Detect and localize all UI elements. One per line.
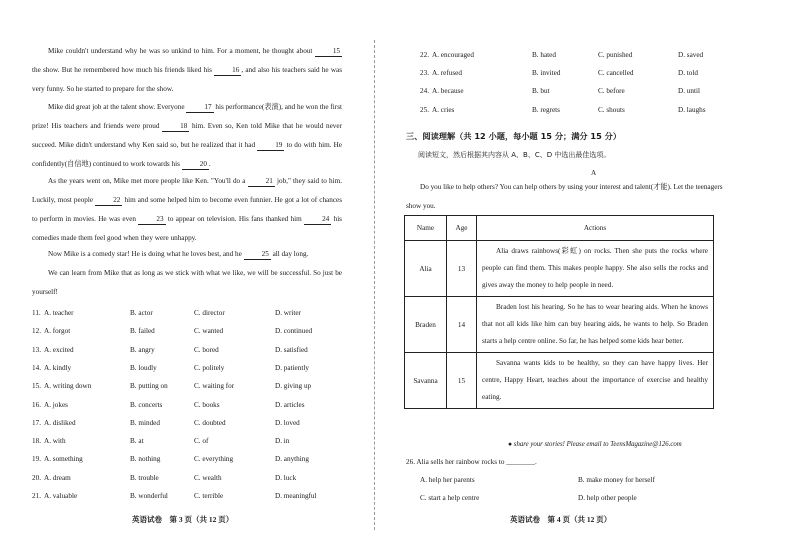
option-a[interactable]: A. valuable [44, 492, 78, 500]
teen-table [404, 215, 714, 409]
share-note: ● share your stories! Please email to TeensMagazine@126.com [508, 441, 682, 448]
option-d[interactable]: D. help other people [578, 494, 637, 502]
option-b[interactable]: B. hated [532, 51, 556, 59]
option-c[interactable]: C. shouts [598, 105, 625, 114]
option-c[interactable]: C. bored [194, 345, 219, 354]
paragraph-3: As the years went on, Mike met more people like Ken. "You'll do a 21 job," they said to him. Luckily, most people 22 him and some helped him to become even funnier. He got a lot of chances to perform in movies. He was even 23 to appear on television. His fans thanked him 24 his comedies made them feel good when they were unhappy. [32, 177, 343, 242]
option-row [420, 69, 760, 87]
question-number: 11. [32, 309, 41, 317]
page-divider [374, 40, 375, 530]
option-b[interactable]: B. concerts [130, 400, 163, 409]
option-row [32, 474, 342, 492]
option-c[interactable]: C. start a help centre [420, 494, 480, 502]
option-b[interactable]: B. loudly [130, 363, 157, 372]
option-d[interactable]: D. articles [275, 400, 305, 409]
table-row [405, 297, 714, 353]
option-a[interactable]: A. cries [432, 105, 455, 114]
header-name: Name [405, 216, 447, 241]
option-row [420, 51, 760, 69]
option-b[interactable]: B. wonderful [130, 492, 168, 500]
option-b[interactable]: B. nothing [130, 455, 161, 464]
blank-25[interactable]: 25 [244, 249, 271, 260]
option-d[interactable]: D. meaningful [275, 492, 317, 500]
option-row [32, 401, 342, 419]
paragraph-5: We can learn from Mike that as long as we stick with what we like, we will be successful. So just be yourself! [32, 269, 342, 296]
option-c[interactable]: C. of [194, 437, 209, 446]
option-b[interactable]: B. make money for herself [578, 476, 655, 484]
question-number: 17. [32, 418, 41, 427]
right-page [388, 0, 794, 560]
cell-age: 13 [447, 241, 477, 297]
option-c[interactable]: C. cancelled [598, 69, 634, 78]
option-a[interactable]: A. jokes [44, 400, 68, 409]
page-footer-right: 英语试卷 第 4 页（共 12 页） [510, 515, 612, 524]
cell-age: 15 [447, 353, 477, 409]
question-26-options-row [420, 476, 760, 494]
page-footer-left: 英语试卷 第 3 页（共 12 页） [132, 515, 234, 524]
option-d[interactable]: D. anything [275, 455, 309, 464]
option-b[interactable]: B. regrets [532, 105, 560, 114]
option-a[interactable]: A. writing down [44, 382, 92, 391]
header-actions: Actions [477, 216, 714, 241]
option-d[interactable]: D. laughs [678, 105, 706, 114]
blank-20[interactable]: 20 [182, 159, 209, 170]
option-b[interactable]: B. angry [130, 345, 155, 354]
option-row [32, 455, 342, 473]
option-d[interactable]: D. saved [678, 51, 704, 59]
blank-22[interactable]: 22 [95, 195, 122, 206]
section-title: 三、阅读理解（共 12 小题，每小题 15 分；满分 15 分） [406, 131, 622, 141]
cell-action: Braden lost his hearing. So he has to wear hearing aids. When he knows that not all kids like him can buy hearing aids, he wants to help. So Braden starts a help centre online. So far, he has helped some kids hear better. [477, 297, 714, 353]
question-26-options-row [420, 494, 760, 512]
option-c[interactable]: C. everything [194, 455, 234, 464]
option-b[interactable]: B. failed [130, 327, 155, 336]
paragraph-2: Mike did great job at the talent show. Everyone 17 his performance(表演), and he won the first prize! His teachers and friends were proud 18 him. Even so, Ken told Mike that he would never succeed. Mike didn't understand why Ken said so, but he realized that it had 19 to do with him. He confidently(自信地) continued to work towards his 20 . [32, 103, 342, 168]
option-a[interactable]: A. refused [432, 69, 462, 78]
header-age: Age [447, 216, 477, 241]
question-26-stem: 26. Alia sells her rainbow rocks to ________. [406, 458, 537, 466]
cell-age: 14 [447, 297, 477, 353]
option-d[interactable]: D. giving up [275, 382, 312, 391]
blank-19[interactable]: 19 [257, 140, 284, 151]
option-a[interactable]: A. something [44, 455, 83, 464]
option-d[interactable]: D. continued [275, 327, 313, 336]
blank-17[interactable]: 17 [186, 102, 213, 113]
question-number: 25. [420, 105, 429, 114]
question-number: 15. [32, 382, 41, 391]
table-row [405, 353, 714, 409]
option-d[interactable]: D. in [275, 437, 290, 446]
passage-intro: Do you like to help others? You can help others by using your interest and talent(才能). Let the teenagers show you. [406, 183, 723, 210]
option-b[interactable]: B. invited [532, 69, 561, 78]
option-c[interactable]: C. books [194, 400, 220, 409]
blank-23[interactable]: 23 [138, 214, 165, 225]
question-number: 16. [32, 400, 41, 409]
passage-label: A [591, 169, 597, 177]
cell-name: Savanna [405, 353, 447, 409]
option-c[interactable]: C. wanted [194, 327, 224, 336]
question-number: 24. [420, 87, 429, 96]
instruction: 阅读短文，然后根据其内容从 A、B、C、D 中选出最佳选项。 [418, 151, 611, 159]
table-row [405, 241, 714, 297]
blank-24[interactable]: 24 [304, 214, 331, 225]
option-a[interactable]: A. because [432, 87, 464, 96]
option-a[interactable]: A. with [44, 437, 66, 446]
option-row [420, 106, 760, 124]
cell-action: Alia draws rainbows(彩虹) on rocks. Then she puts the rocks where people can find them. This makes people happy. She also sells the rocks and gives away the money to help people in need. [477, 241, 714, 297]
blank-21[interactable]: 21 [248, 176, 275, 187]
option-d[interactable]: D. loved [275, 418, 300, 427]
left-page [0, 0, 386, 560]
option-d[interactable]: D. patiently [275, 363, 309, 372]
option-c[interactable]: C. doubted [194, 418, 226, 427]
question-number: 12. [32, 327, 41, 336]
option-row [32, 382, 342, 400]
blank-18[interactable]: 18 [162, 121, 189, 132]
option-a[interactable]: A. disliked [44, 418, 76, 427]
option-b[interactable]: B. minded [130, 418, 160, 427]
option-c[interactable]: C. politely [194, 363, 225, 372]
paragraph-4: Now Mike is a comedy star! He is doing what he loves best, and he 25 all day long. [48, 250, 309, 258]
option-c[interactable]: C. punished [598, 51, 633, 59]
option-row [420, 87, 760, 105]
option-row [32, 437, 342, 455]
option-row [32, 492, 342, 510]
question-number: 22. [420, 51, 429, 59]
option-b[interactable]: B. actor [130, 309, 153, 317]
question-number: 20. [32, 473, 41, 482]
blank-16[interactable]: 16 [214, 65, 241, 76]
option-d[interactable]: D. luck [275, 473, 297, 482]
question-number: 18. [32, 437, 41, 446]
question-number: 14. [32, 363, 41, 372]
option-a[interactable]: A. help her parents [420, 476, 475, 484]
option-b[interactable]: B. but [532, 87, 550, 96]
option-d[interactable]: D. until [678, 87, 700, 96]
option-row [32, 364, 342, 382]
cell-action: Savanna wants kids to be healthy, so they can have happy lives. Her centre, Happy Heart, teaches about the importance of exercise and healthy eating. [477, 353, 714, 409]
paragraph-1: Mike couldn't understand why he was so unkind to him. For a moment, he thought about 15 the show. But he remembered how much his friends liked his 16 , and also his teachers said he was very funny. So he started to prepare for the show. [32, 47, 342, 93]
cell-name: Braden [405, 297, 447, 353]
cell-name: Alia [405, 241, 447, 297]
option-row [32, 346, 342, 364]
option-a[interactable]: A. forgot [44, 327, 71, 336]
option-c[interactable]: C. terrible [194, 492, 224, 500]
option-a[interactable]: A. kindly [44, 363, 72, 372]
option-b[interactable]: B. at [130, 437, 144, 446]
option-d[interactable]: D. told [678, 69, 698, 78]
question-number: 13. [32, 345, 41, 354]
option-b[interactable]: B. putting on [130, 382, 168, 391]
option-a[interactable]: A. dream [44, 473, 71, 482]
option-c[interactable]: C. wealth [194, 473, 222, 482]
option-row [32, 309, 342, 327]
option-c[interactable]: C. before [598, 87, 625, 96]
question-number: 21. [32, 492, 41, 500]
option-c[interactable]: C. waiting for [194, 382, 235, 391]
option-c[interactable]: C. director [194, 309, 225, 317]
question-number: 19. [32, 455, 41, 464]
option-row [32, 419, 342, 437]
option-a[interactable]: A. encouraged [432, 51, 474, 59]
question-number: 23. [420, 69, 429, 78]
table-header-row [405, 216, 714, 241]
option-row [32, 327, 342, 345]
option-d[interactable]: D. writer [275, 309, 301, 317]
option-b[interactable]: B. trouble [130, 473, 159, 482]
blank-15[interactable]: 15 [315, 46, 342, 57]
option-a[interactable]: A. teacher [44, 309, 74, 317]
option-a[interactable]: A. excited [44, 345, 74, 354]
option-d[interactable]: D. satisfied [275, 345, 308, 354]
